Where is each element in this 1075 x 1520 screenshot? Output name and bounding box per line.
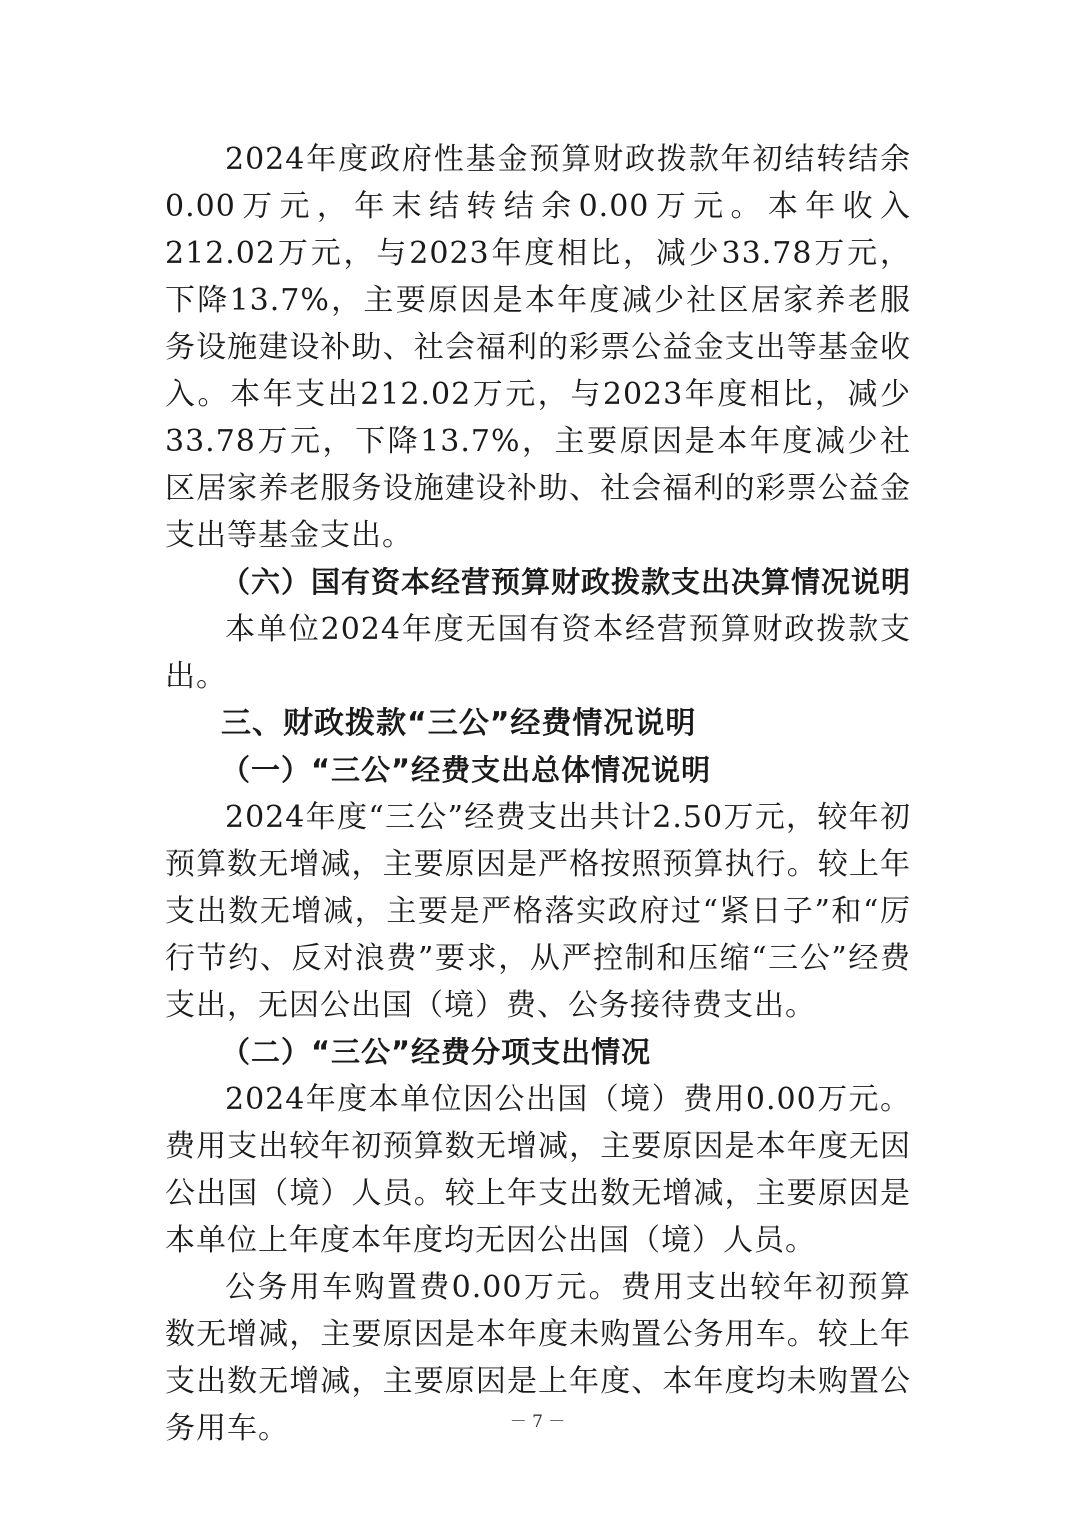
heading-overall: （一）“三公”经费支出总体情况说明	[221, 753, 712, 787]
paragraph-overseas: 2024年度本单位因公出国（境）费用0.00万元。费用支出较年初预算数无增减，主要原因是本年度无因公出国（境）人员。较上年支出数无增减，主要原因是本单位上年度本年度均无因公出国（境）人员。	[165, 1082, 911, 1258]
heading-three-public: 三、财政拨款“三公”经费情况说明	[221, 706, 697, 741]
paragraph-vehicle: 公务用车购置费0.00万元。费用支出较年初预算数无增减，主要原因是本年度未购置公务用车。较上年支出数无增减，主要原因是上年度、本年度均未购置公务用车。	[165, 1270, 911, 1446]
heading-itemized: （二）“三公”经费分项支出情况	[221, 1035, 652, 1069]
page-number: － 7 －	[509, 1412, 566, 1432]
paragraph-state-capital: 本单位2024年度无国有资本经营预算财政拨款支出。	[165, 612, 911, 694]
document-body	[165, 136, 911, 1452]
paragraph-government-fund: 2024年度政府性基金预算财政拨款年初结转结余0.00万元，年末结转结余0.00万元。本年收入212.02万元，与2023年度相比，减少33.78万元，下降13.7%，主要原因是本年度减少社区居家养老服务设施建设补助、社会福利的彩票公益金支出等基金收入。本年支出212.02万元，与2023年度相比，减少33.78万元，下降13.7%，主要原因是本年度减少社区居家养老服务设施建设补助、社会福利的彩票公益金支出等基金支出。	[165, 142, 911, 553]
paragraph-overall: 2024年度“三公”经费支出共计2.50万元，较年初预算数无增减，主要原因是严格按照预算执行。较上年支出数无增减，主要是严格落实政府过“紧日子”和“厉行节约、反对浪费”要求，从严控制和压缩“三公”经费支出，无因公出国（境）费、公务接待费支出。	[165, 800, 911, 1023]
heading-state-capital: （六）国有资本经营预算财政拨款支出决算情况说明	[221, 565, 912, 599]
